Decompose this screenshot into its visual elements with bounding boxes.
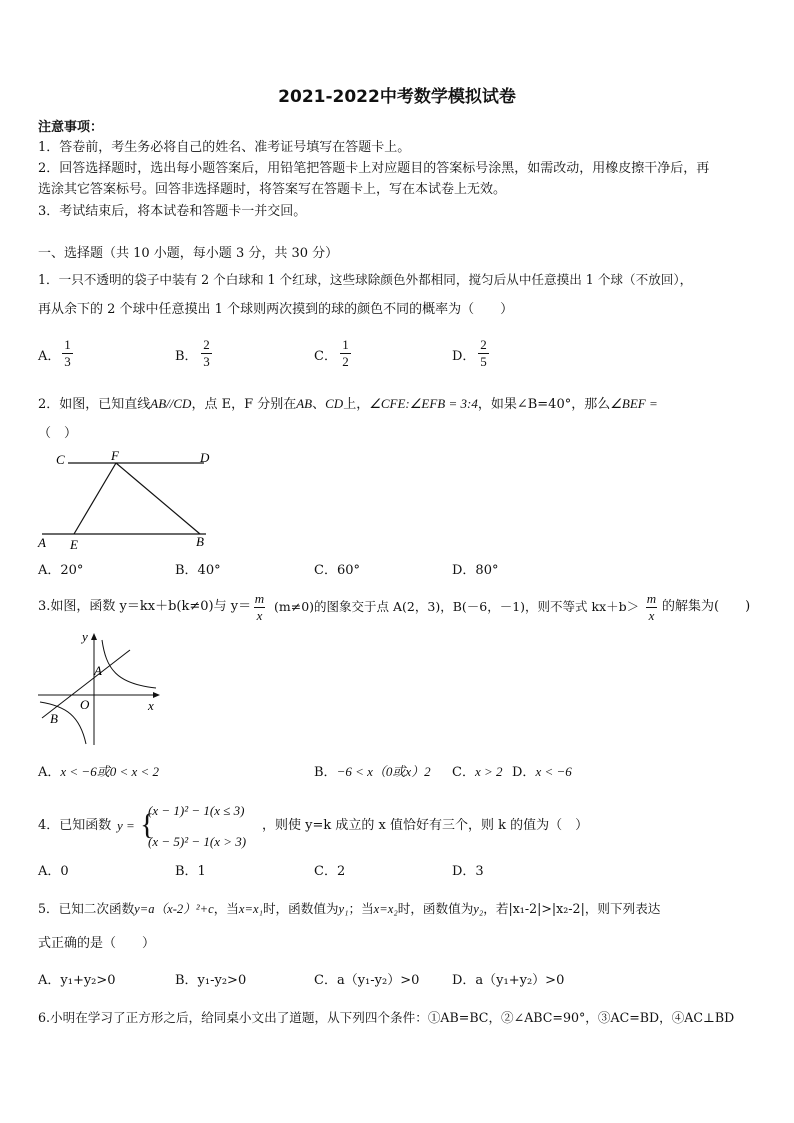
q3-option-d xyxy=(512,764,572,781)
q2-math: CD xyxy=(325,396,344,411)
option-label: C． xyxy=(452,765,475,780)
numerator: 1 xyxy=(342,337,349,352)
q5-option-d: D．a（y₁+y₂）>0 xyxy=(452,973,565,988)
q5-option-a: A．y₁+y₂>0 xyxy=(38,973,116,988)
q4-text-1: 4．已知函数 xyxy=(38,818,112,833)
q1-option-c-label: C． xyxy=(314,349,337,364)
q5-text: ；当 xyxy=(348,901,374,916)
note-item: 2．回答选择题时，选出每小题答案后，用铅笔把答题卡上对应题目的答案标号涂黑，如需改动，用橡皮擦干净后，再 xyxy=(38,161,710,176)
note-item: 1．答卷前，考生务必将自己的姓名、准考证号填写在答题卡上。 xyxy=(38,140,411,155)
option-label: B． xyxy=(314,765,337,780)
q1-line2: 再从余下的 2 个球中任意摸出 1 个球则两次摸到的球的颜色不同的概率为（ ） xyxy=(38,302,514,317)
q4-text-2: ，则使 y=k 成立的 x 值恰好有三个，则 k 的值为（ ） xyxy=(262,818,589,833)
q4-piece-2: (x − 5)² − 1(x > 3) xyxy=(148,834,247,849)
denominator: 3 xyxy=(203,354,210,369)
y-axis-arrow xyxy=(91,633,97,640)
q4-brace: { xyxy=(140,808,155,841)
q1-option-d-fraction xyxy=(478,338,489,369)
q5-line2: 式正确的是（ ） xyxy=(38,936,156,951)
option-label: D． xyxy=(512,765,536,780)
option-math: x < −6 xyxy=(535,764,572,779)
numerator: m xyxy=(646,591,657,606)
q1-option-b-label: B． xyxy=(175,349,198,364)
q5-math: y=a（x-2）²+c xyxy=(134,902,214,916)
q2-option-d: D．80° xyxy=(452,563,499,578)
q4-option-b: B．1 xyxy=(175,864,206,879)
q2-option-a: A．20° xyxy=(38,563,84,578)
label-o: O xyxy=(80,697,90,712)
q1-line1: 1．一只不透明的袋子中装有 2 个白球和 1 个红球，这些球除颜色外都相同，搅匀后从中任意摸出 1 个球（不放回）， xyxy=(38,272,693,287)
label-b: B xyxy=(196,534,204,549)
q5-text: 5．已知二次函数 xyxy=(38,901,135,916)
q2-figure xyxy=(36,448,216,553)
numerator: 2 xyxy=(203,337,210,352)
q5-text: ，当 xyxy=(213,901,239,916)
q5-math: x=x₂ xyxy=(373,902,398,916)
option-math: −6 < x（0或x）2 xyxy=(336,764,431,779)
label-f: F xyxy=(111,448,119,463)
notes-heading: 注意事项： xyxy=(38,120,104,135)
section-heading: 一、选择题（共 10 小题，每小题 3 分，共 30 分） xyxy=(38,246,339,261)
q1-option-a-label: A． xyxy=(38,349,61,364)
q3-graph xyxy=(36,628,171,748)
q2-text: ，如果∠B=40°，那么 xyxy=(477,397,611,412)
hyperbola-branch-1 xyxy=(102,640,156,688)
q5-line1 xyxy=(38,901,660,917)
q4-option-c: C．2 xyxy=(314,864,346,879)
denominator: 3 xyxy=(64,354,71,369)
q1-option-d-label: D． xyxy=(452,349,476,364)
q6-line1: 6.小明在学习了正方形之后，给同桌小文出了道题，从下列四个条件：①AB=BC，②∠ABC=90°，③AC=BD，④AC⊥BD xyxy=(38,1010,735,1025)
label-x: x xyxy=(148,698,154,713)
q3-option-c xyxy=(452,764,503,781)
option-math: x > 2 xyxy=(474,764,503,779)
q2-math: ∠BEF = xyxy=(610,396,658,411)
q3-option-a xyxy=(38,764,159,781)
note-item: 选涂其它答案标号。回答非选择题时，将答案写在答题卡上，写在本试卷上无效。 xyxy=(38,182,507,197)
option-label: A． xyxy=(38,765,61,780)
q2-option-b: B．40° xyxy=(175,563,221,578)
q5-text: ，若|x₁-2|>|x₂-2|，则下列表达 xyxy=(483,901,661,916)
q1-option-c-fraction xyxy=(340,338,351,369)
q5-math: y₁ xyxy=(338,902,349,916)
option-math: x < −6或0 < x < 2 xyxy=(60,764,160,779)
q3-fraction-2 xyxy=(646,592,657,623)
q2-text: 上， xyxy=(343,397,370,412)
numerator: 2 xyxy=(480,337,487,352)
q1-option-b-fraction xyxy=(201,338,212,369)
q3-fraction-1 xyxy=(254,592,265,623)
q2-line1 xyxy=(38,396,658,413)
q5-option-c: C．a（y₁-y₂）>0 xyxy=(314,973,420,988)
q3-text-2: (m≠0)的图象交于点 A(2，3)，B(－6，－1)，则不等式 kx＋b＞ xyxy=(274,599,640,614)
q4-option-a: A．0 xyxy=(38,864,69,879)
label-a: A xyxy=(94,663,102,678)
q3-text-1: 3.如图，函数 y＝kx＋b(k≠0)与 y＝ xyxy=(38,599,252,614)
label-c: C xyxy=(56,452,65,467)
q5-option-b: B．y₁-y₂>0 xyxy=(175,973,247,988)
numerator: 1 xyxy=(64,337,71,352)
q2-math: AB//CD xyxy=(150,396,192,411)
denominator: 2 xyxy=(342,354,349,369)
label-y: y xyxy=(82,629,88,644)
label-a: A xyxy=(38,535,46,550)
q2-text: 2．如图，已知直线 xyxy=(38,397,151,412)
numerator: m xyxy=(254,591,265,606)
q1-option-a-fraction xyxy=(62,338,73,369)
denominator: x xyxy=(256,608,263,623)
q2-line2: （ ） xyxy=(38,426,78,441)
segment-fb xyxy=(116,463,200,534)
q2-text: 、 xyxy=(312,397,326,412)
q5-text: 时，函数值为 xyxy=(262,901,339,916)
denominator: 5 xyxy=(480,354,487,369)
q2-option-c: C．60° xyxy=(314,563,360,578)
x-axis-arrow xyxy=(153,692,160,698)
label-e: E xyxy=(70,537,78,552)
q3-text-3: 的解集为( ) xyxy=(662,599,751,614)
segment-fe xyxy=(74,463,116,534)
q2-math: AB xyxy=(296,396,313,411)
label-b: B xyxy=(50,711,58,726)
q2-text: ，点 E，F 分别在 xyxy=(191,397,297,412)
q4-y-equals: y = xyxy=(117,818,135,833)
q5-math: x=x₁ xyxy=(238,902,263,916)
q5-math: y₂ xyxy=(473,902,484,916)
q2-math: ∠CFE:∠EFB = 3:4 xyxy=(369,396,478,411)
note-item: 3．考试结束后，将本试卷和答题卡一并交回。 xyxy=(38,204,307,219)
q4-piece-1: (x − 1)² − 1(x ≤ 3) xyxy=(148,803,245,818)
label-d: D xyxy=(200,450,210,465)
denominator: x xyxy=(648,608,655,623)
q5-text: 时，函数值为 xyxy=(397,901,474,916)
q4-option-d: D．3 xyxy=(452,864,484,879)
q3-option-b xyxy=(314,764,431,781)
page-title: 2021-2022中考数学模拟试卷 xyxy=(278,87,516,107)
